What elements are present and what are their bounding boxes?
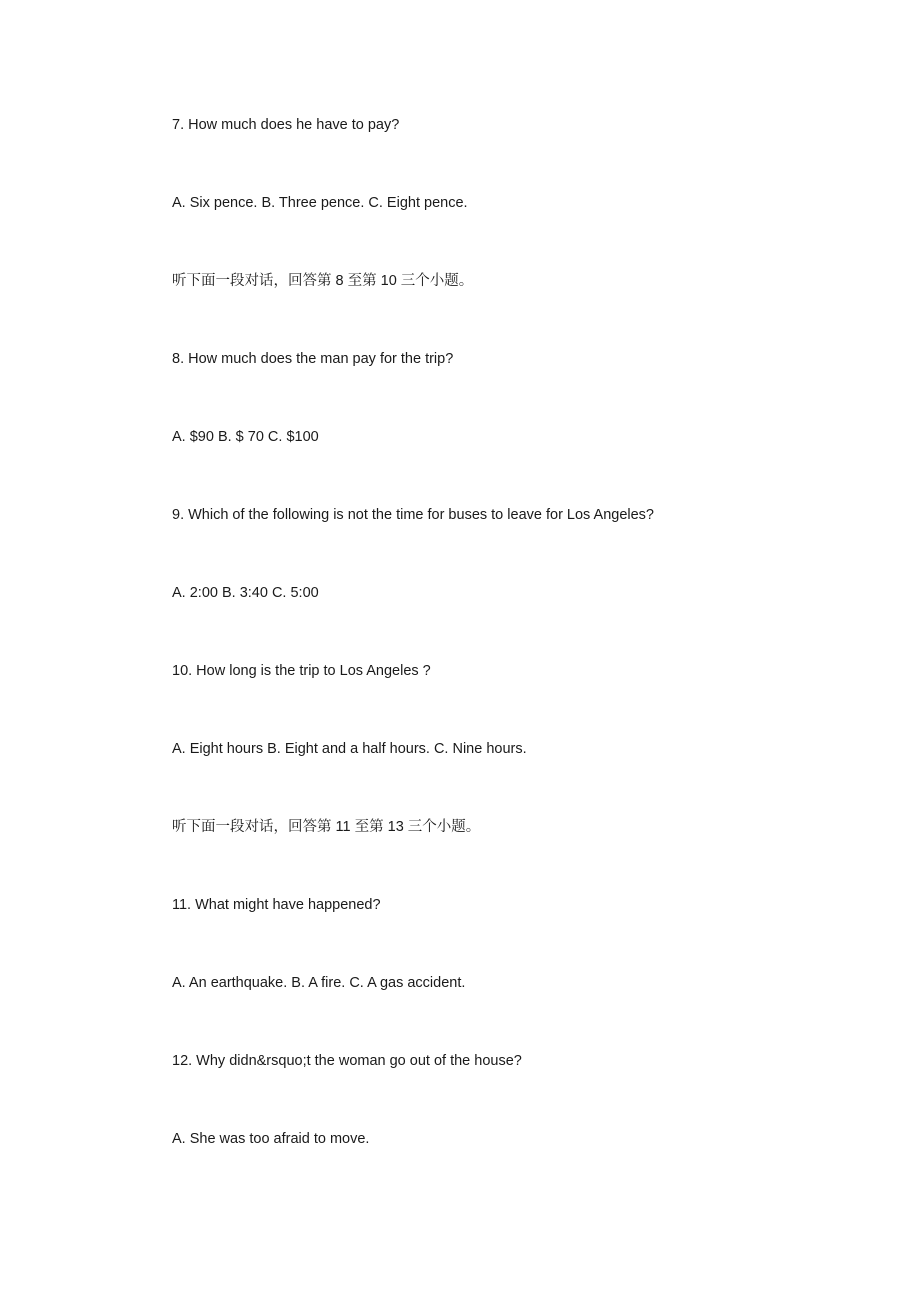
question-12-option-a: A. She was too afraid to move. xyxy=(172,1131,370,1147)
section-instruction-8-10: 听下面一段对话，回答第 8 至第 10 三个小题。 xyxy=(172,273,474,289)
question-11: 11. What might have happened? xyxy=(172,897,381,913)
question-8: 8. How much does the man pay for the trip? xyxy=(172,351,454,367)
question-7-options: A. Six pence. B. Three pence. C. Eight pence. xyxy=(172,195,468,211)
question-9-options: A. 2:00 B. 3:40 C. 5:00 xyxy=(172,585,319,601)
question-11-options: A. An earthquake. B. A fire. C. A gas accident. xyxy=(172,975,466,991)
section-instruction-11-13: 听下面一段对话，回答第 11 至第 13 三个小题。 xyxy=(172,819,481,835)
question-7: 7. How much does he have to pay? xyxy=(172,117,400,133)
question-12: 12. Why didn&rsquo;t the woman go out of the house? xyxy=(172,1053,522,1069)
question-9: 9. Which of the following is not the time for buses to leave for Los Angeles? xyxy=(172,507,654,523)
question-10-options: A. Eight hours B. Eight and a half hours. C. Nine hours. xyxy=(172,741,527,757)
question-8-options: A. $90 B. $ 70 C. $100 xyxy=(172,429,319,445)
question-10: 10. How long is the trip to Los Angeles ? xyxy=(172,663,431,679)
